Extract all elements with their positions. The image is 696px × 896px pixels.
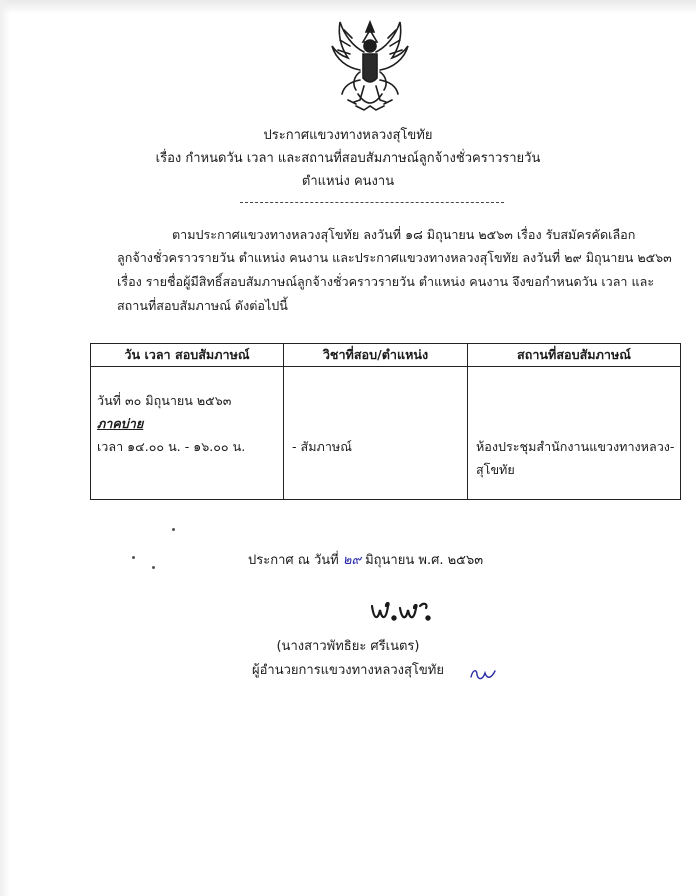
cell-datetime [91, 367, 284, 500]
announcement-date [248, 549, 483, 570]
body-line-2: ลูกจ้างชั่วคราวรายวัน ตำแหน่ง คนงาน และประกาศแขวงทางหลวงสุโขทัย ลงวันที่ ๒๙ มิถุนายน ๒๕๖๓ [117, 250, 672, 265]
body-line-3: เรื่อง รายชื่อผู้มีสิทธิ์สอบสัมภาษณ์ลูกจ้างชั่วคราวรายวัน ตำแหน่ง คนงาน จึงขอกำหนดวัน เวลา และ [117, 274, 655, 289]
scan-shadow-top [0, 0, 696, 14]
body-line-4: สถานที่สอบสัมภาษณ์ ดังต่อไปนี้ [117, 298, 288, 313]
schedule-table [90, 343, 681, 500]
initials-mark [469, 667, 497, 681]
exam-session: ภาคบ่าย [97, 416, 144, 431]
cell-place [468, 367, 681, 500]
table-header-row [91, 344, 681, 367]
signature-mark [368, 598, 434, 624]
announcement-date-rest: มิถุนายน พ.ศ. ๒๕๖๓ [365, 553, 484, 568]
exam-date: วันที่ ๓๐ มิถุนายน ๒๕๖๓ [97, 393, 232, 408]
scan-speck [132, 556, 135, 559]
signer-name: (นางสาวพัทธิยะ ศรีเนตร) [276, 639, 420, 654]
cell-subject [284, 367, 468, 500]
garuda-emblem-icon [330, 16, 410, 116]
announcement-day: ๒๙ [342, 553, 361, 568]
scan-speck [152, 566, 155, 569]
column-header-subject: วิชาที่สอบ/ตำแหน่ง [284, 344, 468, 367]
body-line-1: ตามประกาศแขวงทางหลวงสุโขทัย ลงวันที่ ๑๘ มิถุนายน ๒๕๖๓ เรื่อง รับสมัครคัดเลือก [172, 227, 636, 242]
column-header-place: สถานที่สอบสัมภาษณ์ [468, 344, 681, 367]
table-row [91, 367, 681, 500]
announcement-position: ตำแหน่ง คนงาน [301, 174, 395, 189]
exam-time: เวลา ๑๔.๐๐ น. - ๑๖.๐๐ น. [97, 439, 246, 454]
exam-subject: - สัมภาษณ์ [292, 439, 352, 454]
announcement-date-prefix: ประกาศ ณ วันที่ [248, 553, 339, 568]
scan-speck [172, 528, 175, 531]
announcement-subject: เรื่อง กำหนดวัน เวลา และสถานที่สอบสัมภาษณ์ลูกจ้างชั่วคราวรายวัน [155, 151, 541, 166]
exam-place-line-2: สุโขทัย [476, 462, 515, 477]
exam-place-line-1: ห้องประชุมสำนักงานแขวงทางหลวง- [476, 439, 675, 454]
dashed-divider [240, 202, 504, 203]
announcement-title: ประกาศแขวงทางหลวงสุโขทัย [263, 128, 433, 143]
signer-title: ผู้อำนวยการแขวงทางหลวงสุโขทัย [252, 663, 444, 678]
column-header-datetime: วัน เวลา สอบสัมภาษณ์ [91, 344, 284, 367]
